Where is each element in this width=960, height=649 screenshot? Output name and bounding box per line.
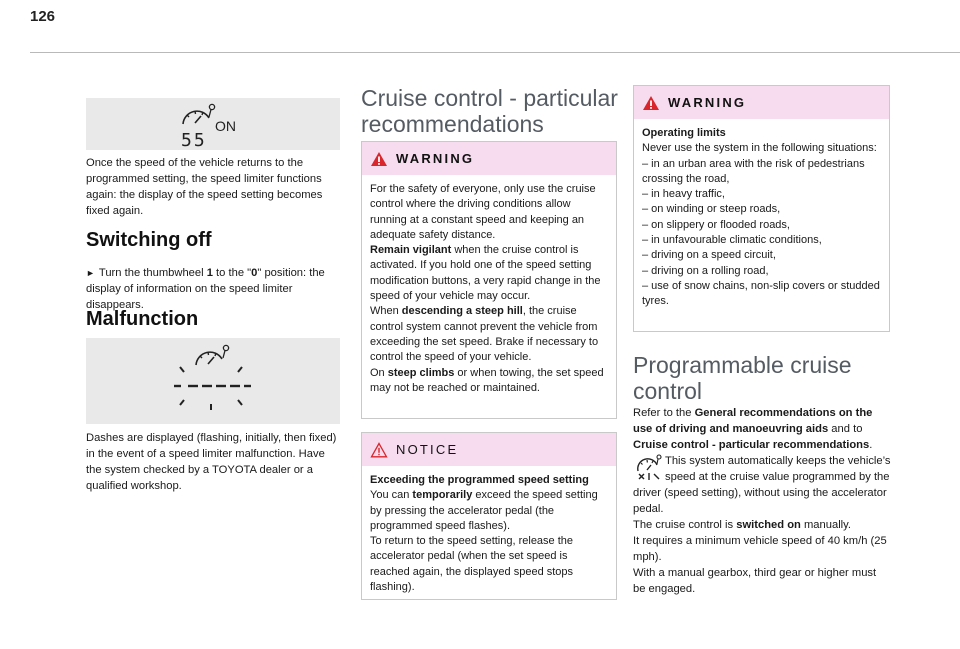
warning-box-header xyxy=(634,86,889,119)
speedometer-on-icon xyxy=(173,100,253,148)
position-zero: 0 xyxy=(251,267,258,279)
warning-title: WARNING xyxy=(668,95,747,110)
cruise-recommendations-ref: Cruise control - particular recommendations xyxy=(633,439,870,451)
operating-limits-intro: Never use the system in the following situations: xyxy=(642,142,877,155)
warning-triangle-icon xyxy=(370,151,388,167)
switching-off-text-a: Turn the thumbwheel xyxy=(98,267,207,279)
warning-climbs-text xyxy=(370,366,608,397)
programmable-cruise-heading: Programmable cruise control xyxy=(633,352,852,404)
switched-on-rest: manually. xyxy=(800,519,852,531)
descending-rest: , the cruise control system cannot prevent the vehicle from exceeding the set speed. Brake if necessary to control the speed of your vehicle. xyxy=(370,305,599,364)
climbs-rest: or when towing, the set speed may not be reached or maintained. xyxy=(370,366,604,394)
temporarily-prefix: You can xyxy=(370,489,413,502)
switching-off-text xyxy=(86,265,340,313)
speed-limiter-on-panel xyxy=(86,98,340,150)
operating-limits-heading: Operating limits xyxy=(642,127,726,139)
limit-item: – driving on a rolling road, xyxy=(642,264,769,277)
notice-box xyxy=(361,432,617,600)
programmable-cruise-body xyxy=(633,405,891,597)
remain-vigilant-label: Remain vigilant xyxy=(370,244,452,257)
climbs-label: steep climbs xyxy=(387,366,455,379)
system-description-text xyxy=(633,453,891,517)
notice-triangle-icon xyxy=(370,442,388,458)
vigilant-rest: when the cruise control is activated. If you hold one of the speed setting modification buttons, a very rapid change in the speed of your vehicle may occur. xyxy=(370,244,601,303)
switching-off-text-c: to the " xyxy=(212,267,252,279)
switching-off-heading: Switching off xyxy=(86,229,212,251)
refer-period: . xyxy=(869,439,873,451)
notice-temporarily-text xyxy=(370,488,608,534)
warning-box-header xyxy=(362,142,616,175)
warning-box-limits xyxy=(633,85,890,332)
general-recommendations-ref: General recommendations on the use of driving and manoeuvring aids xyxy=(633,407,873,435)
temporarily-label: temporarily xyxy=(412,489,473,502)
warning-vigilant-text xyxy=(370,243,608,304)
notice-return-text: To return to the speed setting, release the accelerator pedal (when the set speed is reached again, the displayed speed stops flashing). xyxy=(370,535,574,594)
limit-item: – driving on a speed circuit, xyxy=(642,249,776,262)
warning-box-safety xyxy=(361,141,617,419)
warning-title: WARNING xyxy=(396,151,475,166)
switched-on-prefix: The cruise control is xyxy=(633,519,737,531)
limiter-resume-text: Once the speed of the vehicle returns to the programmed setting, the speed limiter functions again: the display of the speed setting becomes fixed again. xyxy=(86,157,323,217)
cruise-recommendations-heading: Cruise control - particular recommendations xyxy=(361,85,618,137)
notice-heading: Exceeding the programmed speed setting xyxy=(370,474,589,486)
warning-safety-text: For the safety of everyone, only use the cruise control where the driving conditions allow running at a constant speed and keeping an adequate safety distance. xyxy=(370,183,596,241)
warning-descending-text xyxy=(370,304,608,365)
limit-item: – on slippery or flooded roads, xyxy=(642,218,790,231)
notice-box-header xyxy=(362,433,616,466)
cruise-control-icon xyxy=(633,453,663,483)
switched-on-label: switched on xyxy=(736,519,801,531)
refer-text xyxy=(633,405,891,453)
page-number: 126 xyxy=(30,8,56,25)
refer-and: and to xyxy=(828,423,863,435)
switching-off-text-e: " position: the display of information on the speed limiter disappears. xyxy=(86,267,325,311)
malfunction-heading: Malfunction xyxy=(86,308,199,330)
switched-on-text xyxy=(633,517,891,533)
limit-item: – in an urban area with the risk of pedestrians crossing the road, xyxy=(642,157,865,185)
malfunction-text: Dashes are displayed (flashing, initially, then fixed) in the event of a speed limiter malfunction. Have the system checked by a TOYOTA dealer or a qualified workshop. xyxy=(86,432,337,492)
notice-title: NOTICE xyxy=(396,442,459,457)
minimum-speed-text: It requires a minimum vehicle speed of 40 km/h (25 mph). xyxy=(633,535,887,563)
descending-label: descending a steep hill xyxy=(401,305,523,318)
system-description: This system automatically keeps the vehicle’s speed at the cruise value programmed by the driver (speed setting), without using the accelerator pedal. xyxy=(633,455,891,515)
warning-triangle-icon xyxy=(642,95,660,111)
speed-limiter-fault-panel xyxy=(86,338,340,424)
limit-item: – on winding or steep roads, xyxy=(642,203,781,216)
limit-item: – use of snow chains, non-slip covers or studded tyres. xyxy=(642,279,880,308)
limit-digits: 55 xyxy=(181,130,207,148)
refer-prefix: Refer to the xyxy=(633,407,695,419)
temporarily-rest: exceed the speed setting by pressing the accelerator pedal (the programmed speed flashes). xyxy=(370,489,598,532)
manual-gearbox-text: With a manual gearbox, third gear or higher must be engaged. xyxy=(633,567,877,595)
on-label: ON xyxy=(215,118,236,134)
climbs-prefix: On xyxy=(370,366,388,379)
thumbwheel-number: 1 xyxy=(206,267,213,279)
header-rule xyxy=(30,52,960,53)
speedometer-fault-icon xyxy=(168,341,258,421)
descending-prefix: When xyxy=(370,305,402,318)
limit-item: – in heavy traffic, xyxy=(642,188,725,201)
limit-item: – in unfavourable climatic conditions, xyxy=(642,234,822,247)
bullet-arrow-icon: ► xyxy=(86,268,95,278)
